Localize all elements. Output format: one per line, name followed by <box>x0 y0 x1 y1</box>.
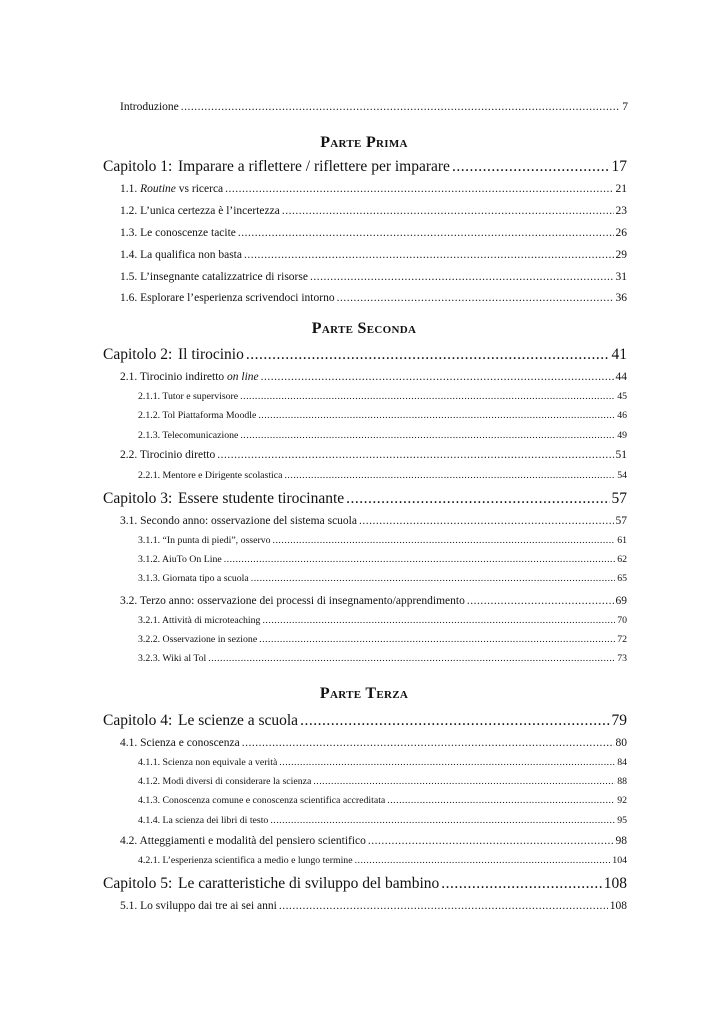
dot-leader <box>224 554 616 565</box>
toc-entry-title <box>138 757 277 768</box>
dot-leader <box>217 449 613 461</box>
section-number: 2.2. <box>120 449 138 461</box>
section-number: 4.1.1. <box>138 757 161 768</box>
chapter-title: Essere studente tirocinante <box>178 490 345 507</box>
dot-leader <box>337 292 614 304</box>
chapter-title: Le caratteristiche di sviluppo del bambino <box>178 875 440 892</box>
section-number: 4.2. <box>120 835 138 847</box>
toc-entry-page: 108 <box>603 875 627 892</box>
toc-entry-subsection[interactable] <box>138 634 627 645</box>
toc-entry-page: 26 <box>615 227 627 239</box>
toc-entry-title <box>103 712 298 730</box>
toc-entry-title <box>120 595 465 607</box>
dot-leader <box>242 737 614 749</box>
toc-entry-subsection[interactable] <box>138 391 627 402</box>
dot-leader <box>313 776 615 787</box>
section-title: L’unica certezza è l’incertezza <box>140 205 280 217</box>
toc-entry-title <box>120 249 242 261</box>
toc-entry-title <box>138 776 311 787</box>
section-title: Le conoscenze tacite <box>140 227 236 239</box>
toc-entry-section[interactable] <box>120 900 627 912</box>
toc-entry-title <box>120 515 357 527</box>
toc-entry-title <box>103 346 244 364</box>
section-number: 3.2.1. <box>138 615 161 626</box>
dot-leader <box>441 875 601 893</box>
section-title: Tutor e supervisore <box>162 391 239 402</box>
toc-entry-page: 88 <box>617 776 627 787</box>
toc-entry-chapter[interactable] <box>103 158 627 176</box>
toc-entry-page: 95 <box>617 815 627 826</box>
toc-entry-page: 44 <box>615 371 627 383</box>
dot-leader <box>225 183 613 195</box>
toc-entry-title <box>138 410 256 421</box>
toc-entry-title <box>138 470 282 481</box>
chapter-number: Capitolo 3: <box>103 490 173 507</box>
dot-leader <box>240 430 615 441</box>
toc-entry-section[interactable] <box>120 595 627 607</box>
toc-entry-subsection[interactable] <box>138 815 627 826</box>
section-number: 3.2. <box>120 595 138 607</box>
section-number: 1.1. <box>120 183 138 195</box>
toc-entry-chapter[interactable] <box>103 490 627 508</box>
section-title: Tol Piattaforma Moodle <box>162 410 257 421</box>
toc-entry-section[interactable] <box>120 515 627 527</box>
toc-entry-title <box>120 449 215 461</box>
section-number: 5.1. <box>120 900 138 912</box>
section-title: Attività di microteaching <box>161 615 261 626</box>
dot-leader <box>181 101 620 113</box>
toc-entry-section[interactable] <box>120 737 627 749</box>
section-title: Esplorare l’esperienza scrivendoci intorno <box>140 292 335 304</box>
toc-entry-title <box>120 183 223 195</box>
dot-leader <box>208 653 615 664</box>
section-number: 3.1.2. <box>138 554 161 565</box>
section-title: L’esperienza scientifica a medio e lungo termine <box>162 855 353 866</box>
section-title: vs ricerca <box>175 183 224 195</box>
section-title: “In punta di piedi”, osservo <box>162 535 271 546</box>
toc-entry-title <box>120 205 280 217</box>
dot-leader <box>346 490 609 508</box>
section-number: 4.1.4. <box>138 815 161 826</box>
toc-entry-title <box>120 835 366 847</box>
section-title: Scienza non equivale a verità <box>162 757 278 768</box>
toc-entry-title <box>138 795 385 806</box>
section-title: Atteggiamenti e modalità del pensiero scientifico <box>139 835 366 847</box>
toc-entry-page: 54 <box>617 470 627 481</box>
dot-leader <box>300 712 609 730</box>
section-number: 4.1.2. <box>138 776 161 787</box>
section-title: Lo sviluppo dai tre ai sei anni <box>140 900 277 912</box>
toc-entry-title <box>138 535 271 546</box>
part-heading-seconda: Parte Seconda <box>311 320 417 337</box>
toc-entry-section[interactable] <box>120 227 627 239</box>
toc-entry-page: 45 <box>617 391 627 402</box>
section-title: La scienza dei libri di testo <box>162 815 269 826</box>
section-title: Terzo anno: osservazione dei processi di insegnamento/apprendimento <box>139 595 465 607</box>
section-title: Modi diversi di considerare la scienza <box>162 776 312 787</box>
toc-entry-chapter[interactable] <box>103 712 627 730</box>
chapter-number: Capitolo 5: <box>103 875 173 892</box>
section-number: 3.1.1. <box>138 535 161 546</box>
section-title: Osservazione in sezione <box>162 634 258 645</box>
section-number: 3.2.2. <box>138 634 161 645</box>
section-title: Mentore e Dirigente scolastica <box>162 470 283 481</box>
section-title: Tirocinio indiretto <box>139 371 228 383</box>
section-title: AiuTo On Line <box>161 554 222 565</box>
section-title: Wiki al Tol <box>162 653 207 664</box>
toc-entry-page: 36 <box>615 292 627 304</box>
section-title: L’insegnante catalizzatrice di risorse <box>140 271 308 283</box>
chapter-title: Il tirocinio <box>178 346 244 363</box>
section-title: Telecomunicazione <box>162 430 239 441</box>
dot-leader <box>258 410 615 421</box>
toc-entry-page: 29 <box>615 249 627 261</box>
toc-entry-title <box>138 855 353 866</box>
toc-entry-title <box>120 227 236 239</box>
section-number: 1.3. <box>120 227 138 239</box>
toc-entry-title <box>138 391 238 402</box>
chapter-number: Capitolo 2: <box>103 346 173 363</box>
toc-entry-page: 70 <box>617 615 627 626</box>
toc-entry-page: 72 <box>617 634 627 645</box>
section-title: La qualifica non basta <box>140 249 242 261</box>
toc-entry-page: 92 <box>617 795 627 806</box>
toc-entry-title <box>138 573 249 584</box>
toc-entry-subsection[interactable] <box>138 430 627 441</box>
toc-entry-section[interactable] <box>120 271 627 283</box>
toc-entry-chapter[interactable] <box>103 875 627 893</box>
dot-leader <box>359 515 614 527</box>
toc-entry-page: 61 <box>617 535 627 546</box>
toc-entry-title <box>120 292 335 304</box>
toc-entry-page: 108 <box>609 900 627 912</box>
toc-entry-page: 7 <box>622 101 628 113</box>
section-number: 3.1. <box>120 515 138 527</box>
section-number: 1.6. <box>120 292 138 304</box>
toc-entry-page: 31 <box>615 271 627 283</box>
toc-entry-subsection[interactable] <box>138 535 627 546</box>
toc-entry-section[interactable] <box>120 371 627 383</box>
section-number: 2.1.1. <box>138 391 161 402</box>
toc-entry-subsection[interactable] <box>138 573 627 584</box>
toc-entry-page: 104 <box>612 855 627 866</box>
toc-entry-title <box>103 875 439 893</box>
chapter-title: Imparare a riflettere / riflettere per imparare <box>178 158 450 175</box>
toc-entry-section[interactable] <box>120 183 627 195</box>
toc-entry-subsection[interactable] <box>138 776 627 787</box>
toc-entry-title <box>103 490 344 508</box>
section-number: 1.2. <box>120 205 138 217</box>
dot-leader <box>238 227 614 239</box>
toc-entry-page: 21 <box>615 183 627 195</box>
section-title: Scienza e conoscenza <box>140 737 240 749</box>
dot-leader <box>262 615 615 626</box>
toc-entry-page: 51 <box>615 449 627 461</box>
section-title: Giornata tipo a scuola <box>162 573 249 584</box>
toc-entry-title <box>138 653 206 664</box>
chapter-number: Capitolo 1: <box>103 158 173 175</box>
toc-entry-chapter[interactable] <box>103 346 627 364</box>
dot-leader <box>270 815 615 826</box>
toc-entry-page: 57 <box>611 490 627 507</box>
dot-leader <box>279 757 615 768</box>
toc-entry-page: 84 <box>617 757 627 768</box>
section-title: Secondo anno: osservazione del sistema scuola <box>140 515 357 527</box>
dot-leader <box>387 795 615 806</box>
toc-entry-page: 98 <box>615 835 627 847</box>
dot-leader <box>279 900 608 912</box>
part-heading-terza: Parte Terza <box>319 685 409 702</box>
dot-leader <box>282 205 614 217</box>
toc-entry-title <box>103 158 450 176</box>
section-number: 4.1. <box>120 737 138 749</box>
toc-entry-subsection[interactable] <box>138 855 627 866</box>
section-number: 4.1.3. <box>138 795 161 806</box>
toc-entry-title <box>138 615 260 626</box>
toc-entry-title <box>138 815 268 826</box>
toc-entry-page: 69 <box>615 595 627 607</box>
toc-entry-subsection[interactable] <box>138 470 627 481</box>
dot-leader <box>452 158 610 176</box>
toc-entry-page: 73 <box>617 653 627 664</box>
section-number: 2.1. <box>120 371 138 383</box>
toc-entry-title <box>120 737 240 749</box>
toc-entry-page: 49 <box>617 430 627 441</box>
toc-entry-subsection[interactable] <box>138 615 627 626</box>
dot-leader <box>259 634 615 645</box>
dot-leader <box>355 855 611 866</box>
toc-entry-introduzione[interactable] <box>120 101 628 113</box>
dot-leader <box>261 371 614 383</box>
section-number: 2.1.2. <box>138 410 161 421</box>
toc-entry-title <box>120 271 308 283</box>
toc-entry-title <box>138 634 257 645</box>
dot-leader <box>310 271 614 283</box>
toc-entry-title <box>120 900 277 912</box>
toc-entry-page: 65 <box>617 573 627 584</box>
toc-entry-section[interactable] <box>120 205 627 217</box>
toc-entry-page: 79 <box>611 712 627 729</box>
section-number: 2.2.1. <box>138 470 161 481</box>
dot-leader <box>240 391 615 402</box>
dot-leader <box>244 249 614 261</box>
toc-entry-section[interactable] <box>120 249 627 261</box>
toc-entry-section[interactable] <box>120 835 627 847</box>
toc-entry-page: 46 <box>617 410 627 421</box>
toc-entry-page: 62 <box>617 554 627 565</box>
section-number: 4.2.1. <box>138 855 161 866</box>
toc-entry-title <box>138 554 222 565</box>
section-number: 1.4. <box>120 249 138 261</box>
toc-entry-section[interactable] <box>120 292 627 304</box>
toc-entry-subsection[interactable] <box>138 757 627 768</box>
part-heading-prima: Parte Prima <box>320 134 408 151</box>
toc-entry-subsection[interactable] <box>138 554 627 565</box>
toc-entry-subsection[interactable] <box>138 410 627 421</box>
toc-entry-page: 23 <box>615 205 627 217</box>
section-number: 1.5. <box>120 271 138 283</box>
dot-leader <box>246 346 610 364</box>
section-number: 3.1.3. <box>138 573 161 584</box>
toc-entry-page: 80 <box>615 737 627 749</box>
toc-entry-title <box>138 430 238 441</box>
section-number: 3.2.3. <box>138 653 161 664</box>
section-title: Conoscenza comune e conoscenza scientifica accreditata <box>162 795 386 806</box>
dot-leader <box>467 595 614 607</box>
section-title-italic: Routine <box>140 183 176 195</box>
section-title-italic: on line <box>227 371 259 383</box>
dot-leader <box>273 535 616 546</box>
toc-entry-title <box>120 371 259 383</box>
dot-leader <box>284 470 615 481</box>
dot-leader <box>251 573 615 584</box>
section-title: Tirocinio diretto <box>139 449 216 461</box>
toc-entry-page: 57 <box>615 515 627 527</box>
toc-entry-section[interactable] <box>120 449 627 461</box>
dot-leader <box>368 835 614 847</box>
toc-entry-page: 41 <box>611 346 627 363</box>
toc-entry-title: Introduzione <box>120 101 179 113</box>
toc-entry-page: 17 <box>611 158 627 175</box>
toc-entry-subsection[interactable] <box>138 653 627 664</box>
section-number: 2.1.3. <box>138 430 161 441</box>
chapter-title: Le scienze a scuola <box>178 712 299 729</box>
chapter-number: Capitolo 4: <box>103 712 173 729</box>
toc-entry-subsection[interactable] <box>138 795 627 806</box>
